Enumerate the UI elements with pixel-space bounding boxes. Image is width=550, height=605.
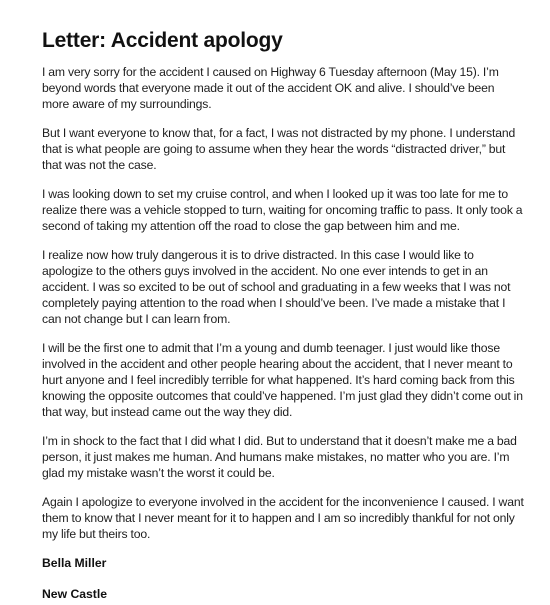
- paragraph-intro: I am very sorry for the accident I caused on Highway 6 Tuesday afternoon (May 15). I’m beyond words that everyone made it out of the accident OK and alive. I should’ve been more aware of my surroundings.: [42, 65, 499, 111]
- paragraph-admission: I will be the first one to admit that I’m a young and dumb teenager. I just would like those involved in the accident and other people hearing about the accident, that I never meant to hurt anyone and I feel incredibly terrible for what happened. It’s hard coming back from this knowing the opposite outcomes that could’ve happened. I’m just glad they didn’t come out in that way, but instead came out the way they did.: [42, 341, 523, 419]
- signature-name: Bella Miller: [42, 556, 107, 570]
- paragraph-phone: But I want everyone to know that, for a fact, I was not distracted by my phone. I understand that is what people are going to assume when they hear the words “distracted driver,” but that was not the case.: [42, 126, 516, 172]
- page-title: Letter: Accident apology: [42, 29, 283, 52]
- signature-place: New Castle: [42, 587, 108, 601]
- paragraph-shock: I’m in shock to the fact that I did what I did. But to understand that it doesn’t make me a bad person, it just makes me human. And humans make mistakes, no matter who you are. I’m glad my mistake wasn’t the worst it could be.: [42, 434, 517, 480]
- paragraph-closing: Again I apologize to everyone involved in the accident for the inconvenience I caused. I want them to know that I never meant for it to happen and I am so incredibly thankful for not only my life but theirs too.: [42, 495, 524, 541]
- paragraph-realization: I realize now how truly dangerous it is to drive distracted. In this case I would like to apologize to the others guys involved in the accident. No one ever intends to get in an accident. I was so excited to be out of school and graduating in a few weeks that I was not completely paying attention to the road when I should’ve been. I’ve made a mistake that I can not change but I can learn from.: [42, 248, 511, 326]
- letter-page: [42, 28, 524, 602]
- paragraph-cruise-control: I was looking down to set my cruise control, and when I looked up it was too late for me to realize there was a vehicle stopped to turn, waiting for oncoming traffic to pass. It only took a second of taking my attention off the road to close the gap between him and me.: [42, 187, 523, 233]
